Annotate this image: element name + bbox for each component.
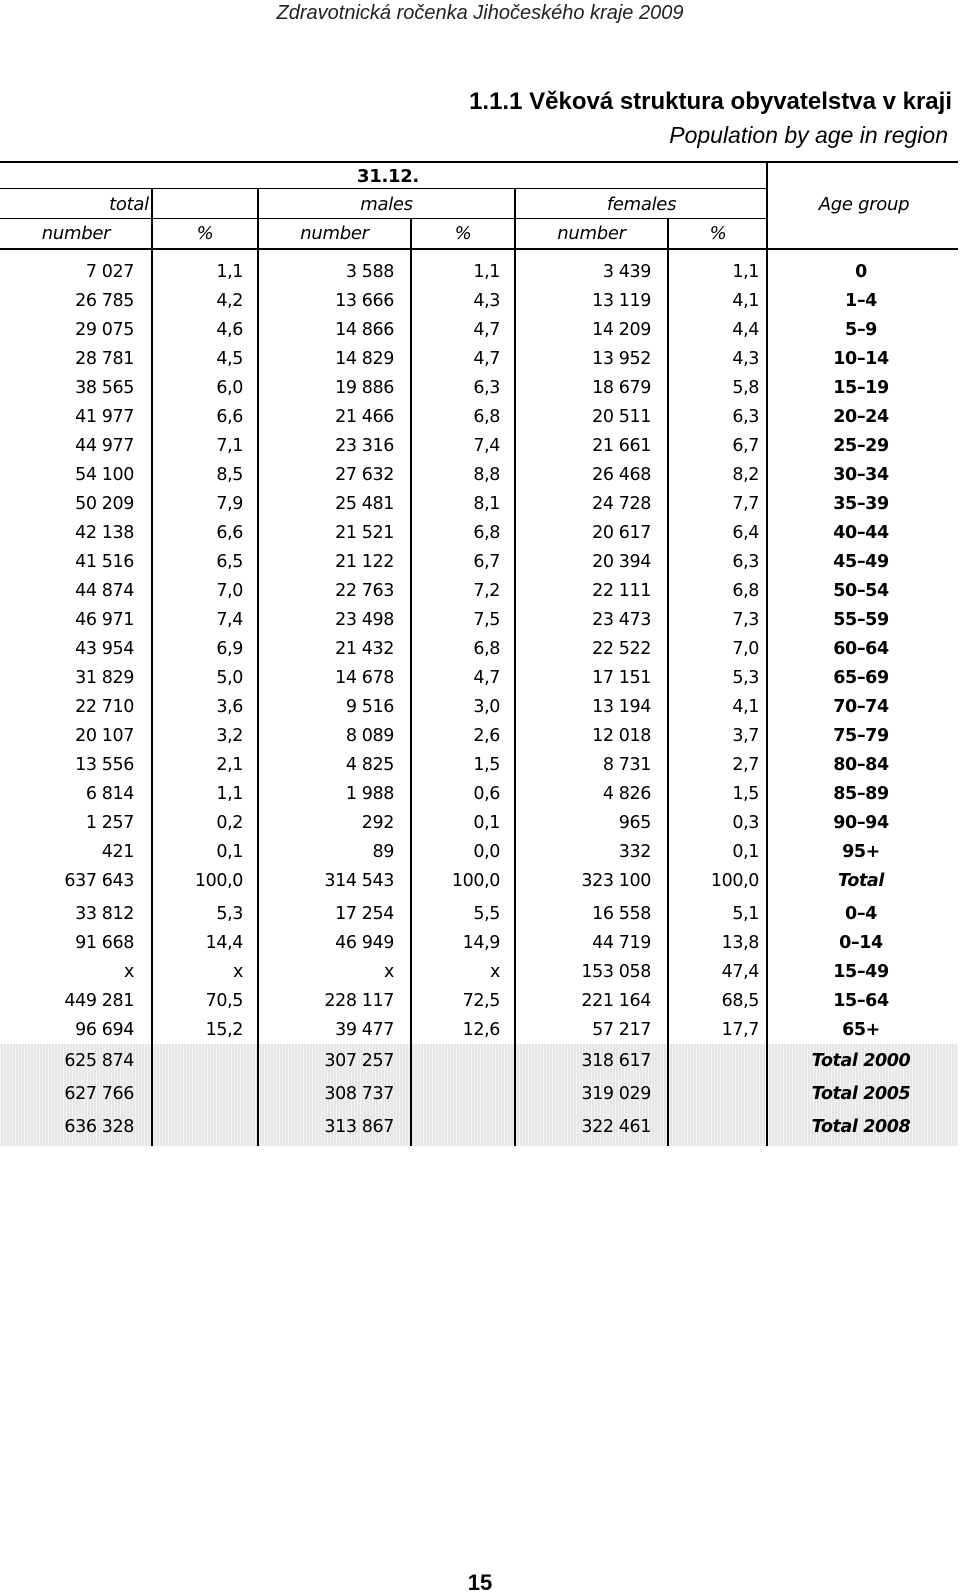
cell-males-n: 9 516 — [345, 697, 394, 717]
cell-females-p: 1,5 — [732, 784, 759, 804]
cell-total-p: 3,2 — [216, 726, 243, 746]
cell-females-p: 5,3 — [732, 668, 759, 688]
cell-females-p: 0,1 — [732, 842, 759, 862]
cell-females-n: 24 728 — [592, 494, 651, 514]
col-rule-3-header — [410, 218, 412, 248]
cell-females-p: 5,8 — [732, 378, 759, 398]
cell-males-n: 313 867 — [324, 1117, 394, 1137]
cell-females-p: 0,3 — [732, 813, 759, 833]
cell-males-n: 21 432 — [335, 639, 394, 659]
cell-age-group: 25–29 — [833, 436, 889, 456]
cell-females-n: 44 719 — [592, 933, 651, 953]
cell-males-p: 100,0 — [451, 871, 500, 891]
cell-females-n: 23 473 — [592, 610, 651, 630]
cell-total-p: 7,1 — [216, 436, 243, 456]
table-row — [0, 519, 958, 548]
cell-females-n: 22 522 — [592, 639, 651, 659]
table-row — [0, 548, 958, 577]
cell-males-p: 4,7 — [473, 320, 500, 340]
cell-total-p: 6,6 — [216, 523, 243, 543]
males-header: males — [360, 194, 413, 215]
cell-total-p: 8,5 — [216, 465, 243, 485]
table-row — [0, 374, 958, 403]
cell-males-n: 1 988 — [345, 784, 394, 804]
table-row — [0, 751, 958, 780]
cell-males-p — [411, 1045, 515, 1078]
cell-males-n: 14 866 — [335, 320, 394, 340]
cell-males-n: 292 — [361, 813, 394, 833]
cell-females-p: 13,8 — [721, 933, 759, 953]
subheader-total-number: number — [41, 223, 111, 244]
cell-age-group: 60–64 — [833, 639, 889, 659]
cell-males-n: 17 254 — [335, 904, 394, 924]
cell-age-group: 75–79 — [833, 726, 889, 746]
cell-females-n: 318 617 — [581, 1051, 651, 1071]
cell-males-p: 6,8 — [473, 639, 500, 659]
cell-females-p: 1,1 — [732, 262, 759, 282]
cell-females-n: 17 151 — [592, 668, 651, 688]
cell-total-n: 20 107 — [75, 726, 134, 746]
cell-age-group: 85–89 — [833, 784, 889, 804]
table-row — [0, 606, 958, 635]
cell-males-n: 23 498 — [335, 610, 394, 630]
cell-total-n: 38 565 — [75, 378, 134, 398]
cell-total-n: 54 100 — [75, 465, 134, 485]
cell-females-n: 20 617 — [592, 523, 651, 543]
cell-total-p: 6,5 — [216, 552, 243, 572]
table-row — [0, 635, 958, 664]
cell-age-group: 0–14 — [839, 933, 883, 953]
cell-total-n: 29 075 — [75, 320, 134, 340]
cell-females-p — [668, 1045, 774, 1078]
cell-females-n: 13 952 — [592, 349, 651, 369]
cell-females-n: 26 468 — [592, 465, 651, 485]
cell-age-group: 15–19 — [833, 378, 889, 398]
cell-total-p: 7,9 — [216, 494, 243, 514]
cell-females-p: 4,4 — [732, 320, 759, 340]
cell-males-n: 89 — [372, 842, 394, 862]
cell-males-n: 21 466 — [335, 407, 394, 427]
cell-females-p: 7,3 — [732, 610, 759, 630]
table-row — [0, 958, 958, 987]
cell-females-n: 21 661 — [592, 436, 651, 456]
cell-total-p: 6,9 — [216, 639, 243, 659]
table-row — [0, 403, 958, 432]
cell-age-group: 1–4 — [845, 291, 877, 311]
cell-age-group: 20–24 — [833, 407, 889, 427]
cell-males-p: 1,5 — [473, 755, 500, 775]
cell-females-p: 6,4 — [732, 523, 759, 543]
cell-females-p: 7,7 — [732, 494, 759, 514]
cell-females-n: 20 511 — [592, 407, 651, 427]
cell-total-n: 41 977 — [75, 407, 134, 427]
cell-age-group: 35–39 — [833, 494, 889, 514]
cell-total-n: 7 027 — [85, 262, 134, 282]
cell-age-group: 95+ — [842, 842, 880, 862]
cell-females-n: 16 558 — [592, 904, 651, 924]
header-rule-1 — [0, 188, 766, 189]
cell-males-p: 4,3 — [473, 291, 500, 311]
cell-total-n: 625 874 — [64, 1051, 134, 1071]
cell-males-p: 8,1 — [473, 494, 500, 514]
cell-males-p: 7,5 — [473, 610, 500, 630]
cell-age-group: 65+ — [842, 1020, 880, 1040]
cell-total-p: 5,0 — [216, 668, 243, 688]
subheader-males-percent: % — [454, 223, 472, 244]
cell-females-n: 13 119 — [592, 291, 651, 311]
cell-males-p: 14,9 — [462, 933, 500, 953]
subheader-females-percent: % — [709, 223, 727, 244]
cell-males-p — [411, 1078, 515, 1111]
table-row — [0, 258, 958, 287]
table-row — [0, 929, 958, 958]
cell-males-p: 2,6 — [473, 726, 500, 746]
cell-males-p: 7,2 — [473, 581, 500, 601]
table-row — [0, 896, 958, 929]
cell-males-n: 4 825 — [345, 755, 394, 775]
cell-total-n: 43 954 — [75, 639, 134, 659]
cell-males-p: 6,8 — [473, 407, 500, 427]
cell-females-n: 3 439 — [602, 262, 651, 282]
cell-total-p: 4,6 — [216, 320, 243, 340]
cell-age-group: 15–49 — [833, 962, 889, 982]
cell-age-group: 70–74 — [833, 697, 889, 717]
table-row — [0, 316, 958, 345]
table-row — [0, 838, 958, 867]
cell-total-n: 42 138 — [75, 523, 134, 543]
cell-total-n: 13 556 — [75, 755, 134, 775]
population-table — [0, 258, 958, 1144]
subheader-total-percent: % — [196, 223, 214, 244]
header-bottom-rule — [0, 248, 958, 250]
cell-males-n: 14 678 — [335, 668, 394, 688]
cell-total-p: 7,4 — [216, 610, 243, 630]
cell-females-p: 5,1 — [732, 904, 759, 924]
cell-females-p: 17,7 — [721, 1020, 759, 1040]
subheader-males-number: number — [300, 223, 369, 244]
cell-females-p — [668, 1111, 774, 1144]
cell-total-n: 33 812 — [75, 904, 134, 924]
col-rule-1-header — [151, 188, 153, 248]
table-top-rule — [0, 161, 958, 163]
cell-total-n: 449 281 — [64, 991, 134, 1011]
cell-females-n: 322 461 — [581, 1117, 651, 1137]
cell-females-p: 100,0 — [710, 871, 759, 891]
table-row — [0, 287, 958, 316]
date-header: 31.12. — [357, 166, 419, 187]
cell-females-n: 14 209 — [592, 320, 651, 340]
cell-age-group: Total 2005 — [811, 1084, 911, 1104]
table-row — [0, 664, 958, 693]
cell-total-n: 421 — [101, 842, 134, 862]
cell-males-n: 314 543 — [324, 871, 394, 891]
cell-females-n: 965 — [618, 813, 651, 833]
cell-males-n: 39 477 — [335, 1020, 394, 1040]
cell-age-group: 55–59 — [833, 610, 889, 630]
cell-females-p: 8,2 — [732, 465, 759, 485]
header-rule-2 — [0, 218, 766, 219]
table-row — [0, 722, 958, 751]
cell-females-p: 6,7 — [732, 436, 759, 456]
cell-males-p: 7,4 — [473, 436, 500, 456]
cell-females-n: 221 164 — [581, 991, 651, 1011]
cell-total-n: x — [124, 962, 134, 982]
cell-females-n: 57 217 — [592, 1020, 651, 1040]
cell-total-n: 636 328 — [64, 1117, 134, 1137]
cell-total-p: 6,6 — [216, 407, 243, 427]
cell-males-n: 19 886 — [335, 378, 394, 398]
cell-age-group: 80–84 — [833, 755, 889, 775]
cell-females-n: 323 100 — [581, 871, 651, 891]
cell-males-n: 23 316 — [335, 436, 394, 456]
cell-total-n: 28 781 — [75, 349, 134, 369]
cell-age-group: 90–94 — [833, 813, 889, 833]
cell-total-p: 14,4 — [205, 933, 243, 953]
cell-total-n: 627 766 — [64, 1084, 134, 1104]
cell-total-n: 50 209 — [75, 494, 134, 514]
table-row — [0, 809, 958, 838]
cell-total-n: 1 257 — [85, 813, 134, 833]
table-row — [0, 1111, 958, 1144]
table-row — [0, 490, 958, 519]
cell-total-p: 1,1 — [216, 262, 243, 282]
cell-age-group: 30–34 — [833, 465, 889, 485]
cell-males-p: 0,0 — [473, 842, 500, 862]
cell-males-n: 21 521 — [335, 523, 394, 543]
cell-females-n: 20 394 — [592, 552, 651, 572]
table-row — [0, 1045, 958, 1078]
cell-males-n: x — [384, 962, 394, 982]
cell-females-n: 13 194 — [592, 697, 651, 717]
cell-males-n: 13 666 — [335, 291, 394, 311]
cell-males-n: 21 122 — [335, 552, 394, 572]
cell-males-p — [411, 1111, 515, 1144]
cell-total-n: 91 668 — [75, 933, 134, 953]
cell-males-p: 5,5 — [473, 904, 500, 924]
cell-males-p: 72,5 — [462, 991, 500, 1011]
cell-males-n: 228 117 — [324, 991, 394, 1011]
cell-total-p — [152, 1111, 258, 1144]
cell-total-n: 41 516 — [75, 552, 134, 572]
col-rule-5-header — [667, 218, 669, 248]
cell-total-n: 6 814 — [85, 784, 134, 804]
cell-females-n: 153 058 — [581, 962, 651, 982]
cell-females-p: 6,8 — [732, 581, 759, 601]
cell-total-n: 26 785 — [75, 291, 134, 311]
cell-females-n: 22 111 — [592, 581, 651, 601]
cell-total-p: 15,2 — [205, 1020, 243, 1040]
cell-total-p: 7,0 — [216, 581, 243, 601]
cell-total-p: 4,2 — [216, 291, 243, 311]
cell-age-group: 45–49 — [833, 552, 889, 572]
cell-males-n: 3 588 — [345, 262, 394, 282]
cell-males-p: 12,6 — [462, 1020, 500, 1040]
cell-females-p: 68,5 — [721, 991, 759, 1011]
cell-age-group: 10–14 — [833, 349, 889, 369]
table-row — [0, 693, 958, 722]
cell-total-p: 0,1 — [216, 842, 243, 862]
cell-females-n: 18 679 — [592, 378, 651, 398]
cell-males-n: 307 257 — [324, 1051, 394, 1071]
cell-females-p — [668, 1078, 774, 1111]
subheader-females-number: number — [557, 223, 626, 244]
cell-females-p: 6,3 — [732, 552, 759, 572]
table-row — [0, 461, 958, 490]
cell-males-n: 14 829 — [335, 349, 394, 369]
cell-females-p: 4,1 — [732, 291, 759, 311]
cell-total-p — [152, 1078, 258, 1111]
cell-total-n: 637 643 — [64, 871, 134, 891]
cell-females-n: 8 731 — [602, 755, 651, 775]
table-row — [0, 987, 958, 1016]
cell-total-p: 5,3 — [216, 904, 243, 924]
cell-males-n: 8 089 — [345, 726, 394, 746]
table-row — [0, 577, 958, 606]
cell-females-p: 47,4 — [721, 962, 759, 982]
cell-females-p: 4,3 — [732, 349, 759, 369]
cell-females-p: 6,3 — [732, 407, 759, 427]
cell-total-n: 44 874 — [75, 581, 134, 601]
cell-males-n: 46 949 — [335, 933, 394, 953]
cell-males-n: 25 481 — [335, 494, 394, 514]
cell-age-group: 40–44 — [833, 523, 889, 543]
cell-age-group: 65–69 — [833, 668, 889, 688]
col-rule-2-header — [257, 188, 259, 248]
table-row — [0, 867, 958, 896]
table-row — [0, 1016, 958, 1045]
age-group-header: Age group — [818, 194, 910, 215]
cell-total-p: 6,0 — [216, 378, 243, 398]
cell-total-p: 0,2 — [216, 813, 243, 833]
cell-total-n: 46 971 — [75, 610, 134, 630]
cell-females-n: 319 029 — [581, 1084, 651, 1104]
cell-males-p: 6,7 — [473, 552, 500, 572]
table-row — [0, 1078, 958, 1111]
cell-males-p: 8,8 — [473, 465, 500, 485]
table-row — [0, 780, 958, 809]
cell-males-p: 0,1 — [473, 813, 500, 833]
cell-age-group: 15–64 — [833, 991, 889, 1011]
cell-age-group: 0–4 — [845, 904, 877, 924]
table-row — [0, 432, 958, 461]
cell-total-p: 70,5 — [205, 991, 243, 1011]
table-subtitle: Population by age in region — [669, 122, 948, 148]
cell-total-n: 31 829 — [75, 668, 134, 688]
cell-age-group: Total — [838, 871, 884, 891]
cell-age-group: 50–54 — [833, 581, 889, 601]
cell-females-n: 4 826 — [602, 784, 651, 804]
cell-males-p: 1,1 — [473, 262, 500, 282]
cell-total-p: 1,1 — [216, 784, 243, 804]
cell-females-p: 4,1 — [732, 697, 759, 717]
cell-total-p: 100,0 — [194, 871, 243, 891]
cell-females-p: 7,0 — [732, 639, 759, 659]
cell-total-n: 22 710 — [75, 697, 134, 717]
cell-males-n: 27 632 — [335, 465, 394, 485]
cell-females-n: 12 018 — [592, 726, 651, 746]
cell-total-p: x — [233, 962, 243, 982]
cell-age-group: Total 2008 — [811, 1117, 911, 1137]
cell-males-p: 4,7 — [473, 349, 500, 369]
age-column-rule-header — [766, 161, 768, 249]
table-title: 1.1.1 Věková struktura obyvatelstva v kraji — [469, 88, 952, 115]
cell-males-p: 0,6 — [473, 784, 500, 804]
cell-males-p: x — [490, 962, 500, 982]
total-header: total — [109, 194, 149, 215]
cell-age-group: Total 2000 — [811, 1051, 911, 1071]
cell-age-group: 0 — [855, 262, 867, 282]
cell-males-n: 22 763 — [335, 581, 394, 601]
cell-total-p: 3,6 — [216, 697, 243, 717]
cell-females-n: 332 — [618, 842, 651, 862]
cell-males-p: 3,0 — [473, 697, 500, 717]
cell-total-n: 44 977 — [75, 436, 134, 456]
running-head: Zdravotnická ročenka Jihočeského kraje 2009 — [276, 2, 684, 24]
cell-males-p: 6,8 — [473, 523, 500, 543]
page-number: 15 — [467, 1570, 493, 1595]
col-rule-4-header — [514, 188, 516, 248]
cell-males-p: 4,7 — [473, 668, 500, 688]
cell-age-group: 5–9 — [845, 320, 877, 340]
cell-total-p: 4,5 — [216, 349, 243, 369]
cell-total-p — [152, 1045, 258, 1078]
cell-males-p: 6,3 — [473, 378, 500, 398]
table-row — [0, 345, 958, 374]
cell-males-n: 308 737 — [324, 1084, 394, 1104]
cell-total-p: 2,1 — [216, 755, 243, 775]
females-header: females — [606, 194, 677, 215]
cell-females-p: 2,7 — [732, 755, 759, 775]
cell-females-p: 3,7 — [732, 726, 759, 746]
cell-total-n: 96 694 — [75, 1020, 134, 1040]
